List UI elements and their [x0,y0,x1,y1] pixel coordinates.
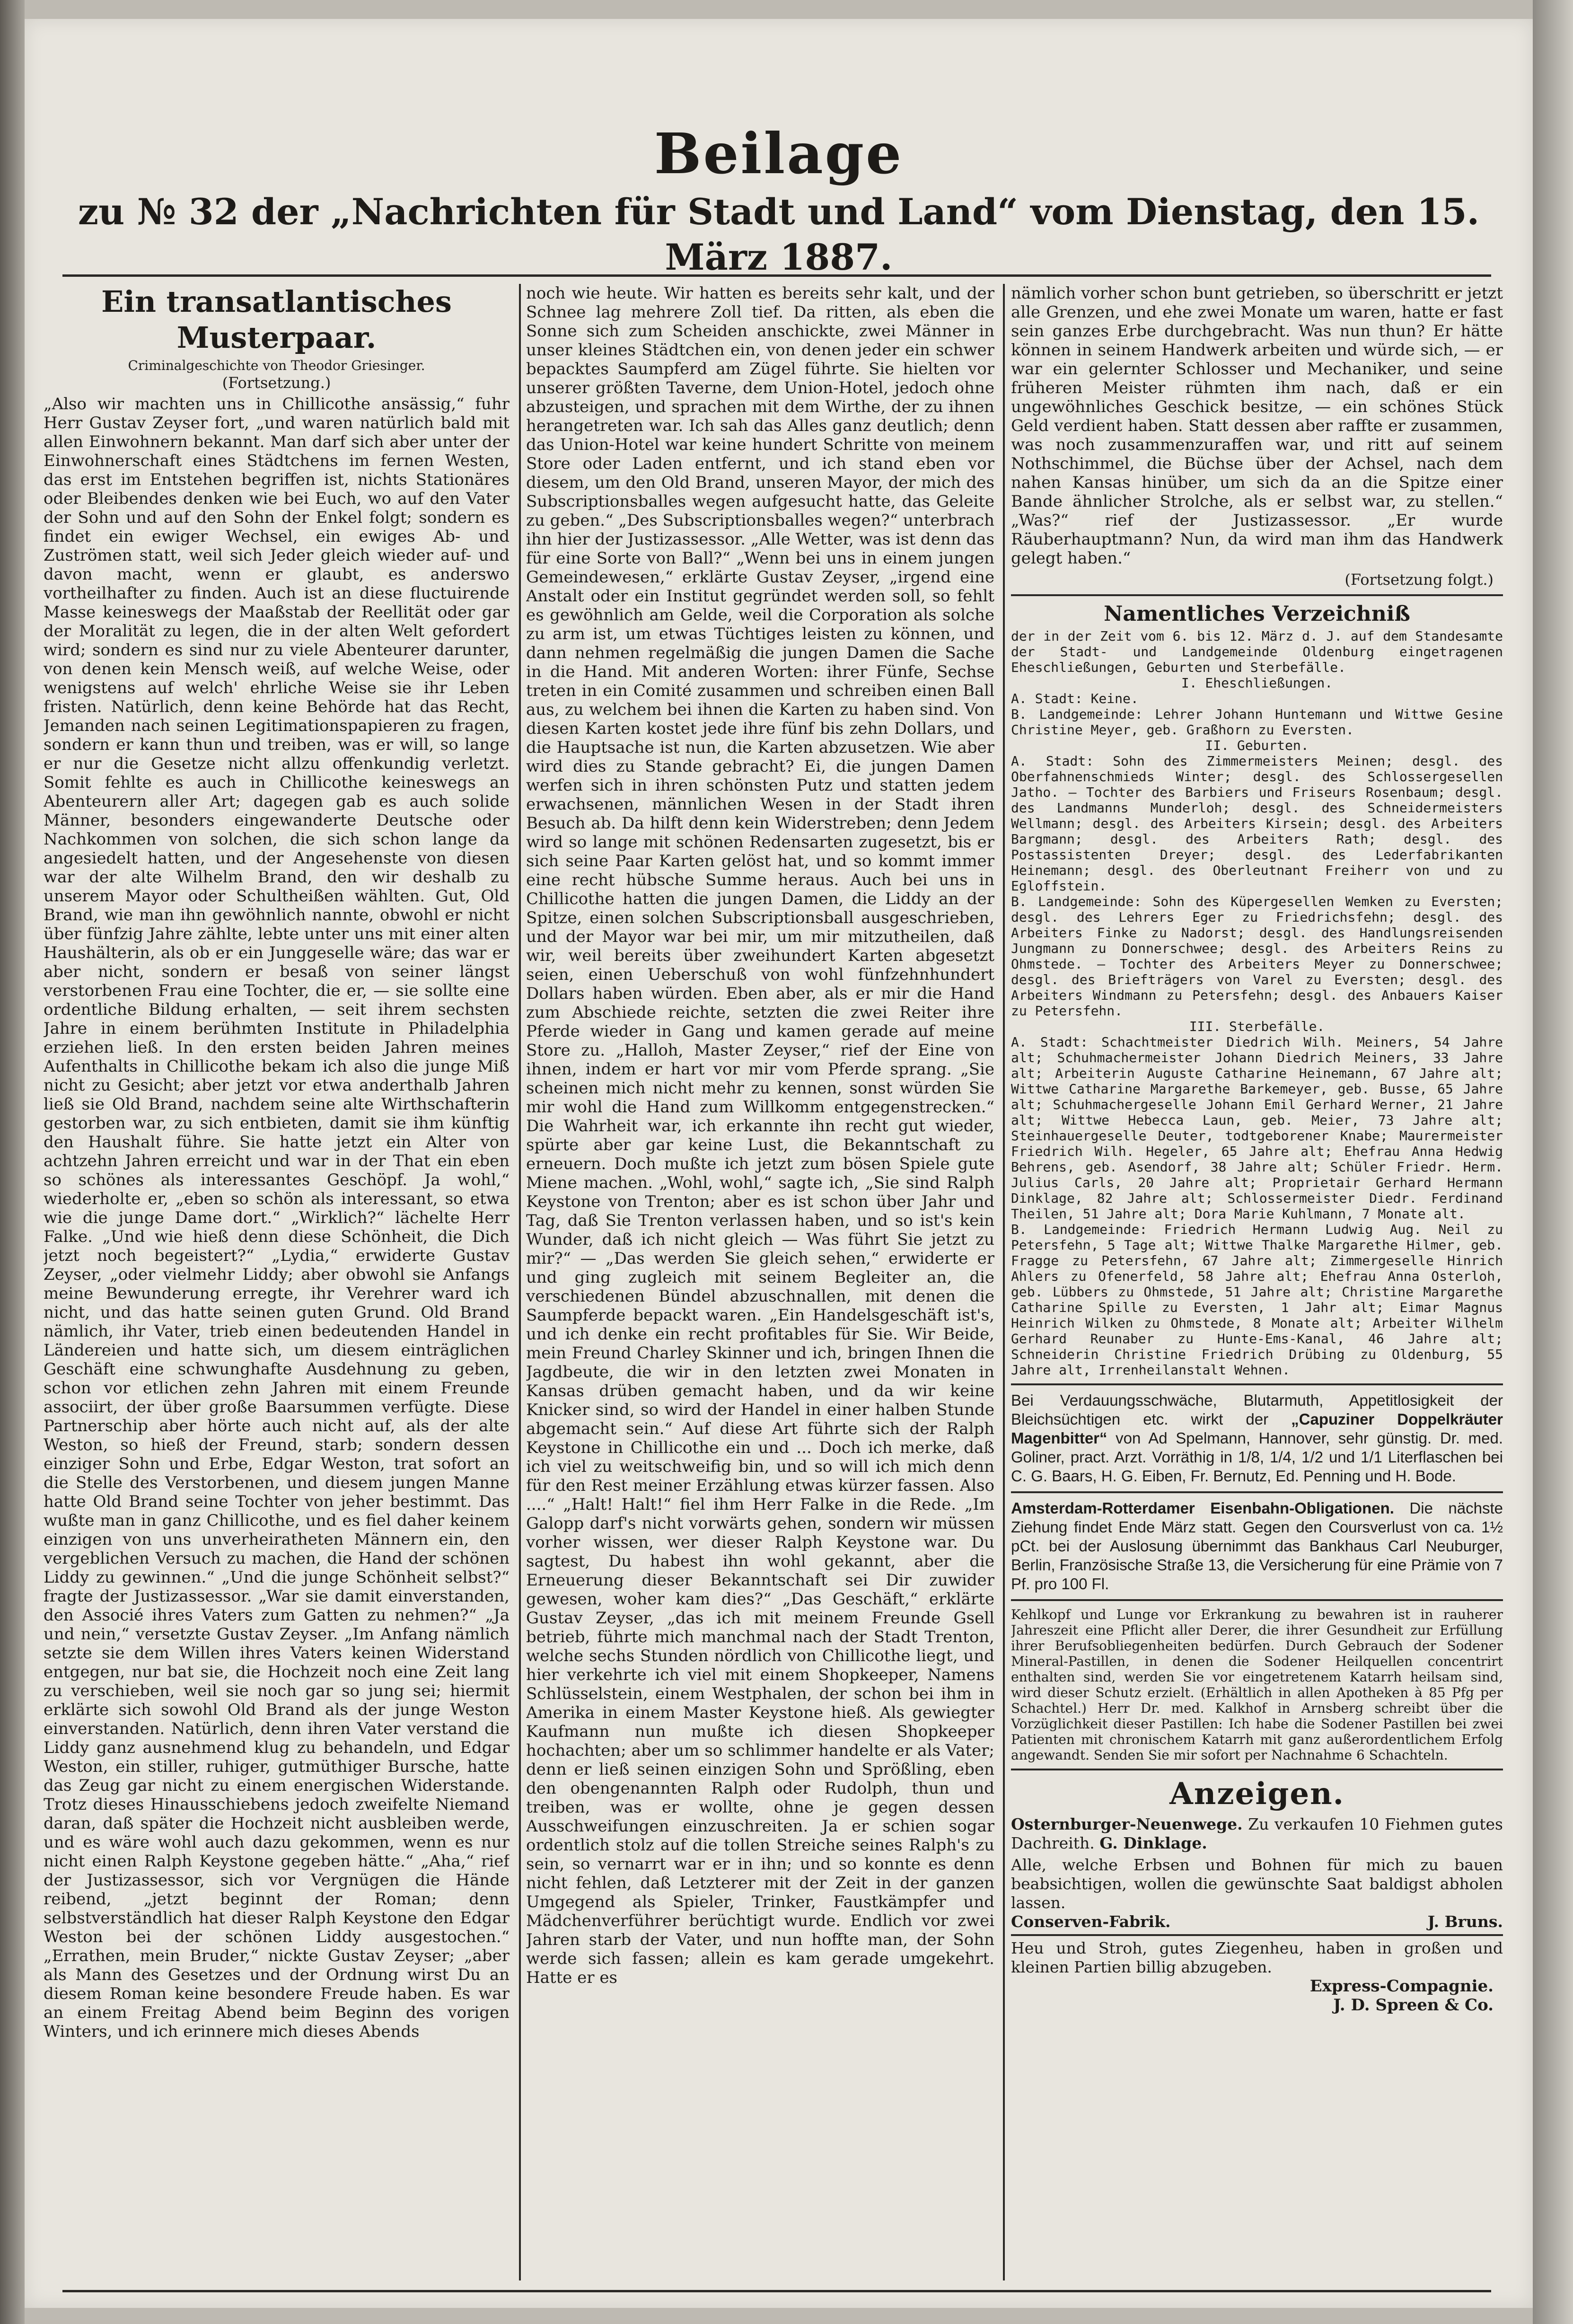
anzeigen-section [1011,1776,1503,2015]
ad-amsterdam-text: Die nächste Ziehung findet Ende März statt. Gegen den Coursverlust von ca. 1½ pCt. bei der Auslosung übernimmt das Bankhaus Carl Neuburger, Berlin, Französische Straße 13, die Versicherung für eine Prämie von 7 Pf. pro 100 Fl. [1011,1499,1503,1593]
continuation-note: (Fortsetzung folgt.) [1345,571,1494,589]
section-rule [1011,1599,1503,1601]
register-heading-marriages: I. Eheschließungen. [1181,675,1333,691]
story-continuation: (Fortsetzung.) [222,374,331,392]
column-1 [44,284,510,2271]
ad-capuziner-text: Bei Verdauungsschwäche, Blutarmuth, Appetitlosigkeit der Bleichsüchtigen etc. wirkt der [1011,1391,1503,1428]
anzeigen-title: Anzeigen. [1169,1776,1345,1812]
anzeige-2-signature: J. Bruns. [1427,1912,1503,1931]
ad-capuziner-product: „Capuziner Doppelkräuter Magenbitter“ [1011,1410,1503,1447]
story-byline: Criminalgeschichte von Theodor Griesinger. [128,358,425,373]
story-text-col2: noch wie heute. Wir hatten es bereits sehr kalt, und der Schnee lag mehrere Zoll tief. Da ritten, als eben die Sonne sich zum Scheiden anschickte, zwei Männer in unser kleines Städtchen ein, von denen jeder ein schwer bepacktes Saumpferd am Zügel führte. Sie hielten vor unserer größten Taverne, dem Union-Hotel, jedoch ohne abzusteigen, und sprachen mit dem Wirthe, der zu ihnen herangetreten war. Ich sah das Alles ganz deutlich; denn das Union-Hotel war keine hundert Schritte von meinem Store oder Laden entfernt, und ich stand eben vor diesem, um den Old Brand, unseren Mayor, der mich des Subscriptionsballes wegen aufgesucht hatte, das Geleite zu geben.“ „Des Subscriptionsballes wegen?“ unterbrach ihn hier der Justizassessor. „Alle Wetter, was ist denn das für eine Sorte von Ball?“ „Wenn bei uns in einem jungen Gemeindewesen,“ erklärte Gustav Zeyser, „irgend eine Anstalt oder ein Institut gegründet werden soll, so fehlt es gewöhnlich am Gelde, weil die Corporation als solche zu arm ist, um etwas Tüchtiges leisten zu können, und dann nehmen regelmäßig die jungen Damen die Sache in die Hand. Mit anderen Worten: ihrer Fünfe, Sechse treten in ein Comité zusammen und schreiben einen Ball aus, zu welchem bei ihnen die Karten zu haben sind. Von diesen Karten kostet jede ihre fünf bis zehn Dollars, und die Hauptsache ist nun, die Karten abzusetzen. Wie aber wird dies zu Stande gebracht? Ei, die jungen Damen werfen sich in ihren schönsten Putz und statten jedem erwachsenen, männlichen Wesen in der Stadt ihren Besuch ab. Da hilft denn kein Widerstreben; denn Jedem wird so lange mit schönen Redensarten zugesetzt, bis er sich seine Paar Karten gelöst hat, und so kommt immer eine recht hübsche Summe heraus. Auch bei uns in Chillicothe hatten die jungen Damen, die Liddy an der Spitze, einen solchen Subscriptionsball ausgeschrieben, und der Mayor war bei mir, um mir mitzutheilen, daß wir, weil bereits über zweihundert Karten abgesetzt seien, einen Ueberschuß von wohl fünfzehnhundert Dollars haben würden. Eben aber, als er mir die Hand zum Abschiede reichte, setzten die zwei Reiter ihre Pferde wieder in Gang und kamen gerade auf meine Store zu. „Halloh, Master Zeyser,“ rief der Eine von ihnen, indem er hart vor mir vom Pferde sprang. „Sie scheinen mich nicht mehr zu kennen, sonst würden Sie mir wohl die Hand zum Willkomm entgegenstrecken.“ Die Wahrheit war, ich erkannte ihn recht gut wieder, spürte aber gar keine Lust, die Bekanntschaft zu erneuern. Doch mußte ich jetzt zum bösen Spiele gute Miene machen. „Wohl, wohl,“ sagte ich, „Sie sind Ralph Keystone von Trenton; aber es ist schon über Jahr und Tag, daß Sie Trenton verlassen haben, und so ist's kein Wunder, daß ich nicht gleich — Was führt Sie jetzt zu mir?“ — „Das werden Sie gleich sehen,“ erwiderte er und ging zugleich mit seinem Begleiter an, die verschiedenen Bündel abzuschnallen, mit denen die Saumpferde bepackt waren. „Ein Handelsgeschäft ist's, und ich denke ein recht profitables für Sie. Wir Beide, mein Freund Charley Skinner und ich, bringen Ihnen die Jagdbeute, die wir in den letzten zwei Monaten in Kansas drüben gemacht haben, und da wir keine Knicker sind, so wird der Handel in einer halben Stunde abgemacht sein.“ Auf diese Art führte sich der Ralph Keystone in Chillicothe ein und ... Doch ich merke, daß ich viel zu weitschweifig bin, und so will ich mich denn für den Rest meiner Erzählung etwas kürzer fassen. Also ....“ „Halt! Halt!“ fiel ihm Herr Falke in die Rede. „Im Galopp darf's nicht vorwärts gehen, sondern wir müssen vorher wissen, wer dieser Ralph Keystone war. Du sagtest, Du habest ihn wohl gekannt, aber die Erneuerung dieser Bekanntschaft sei Dir zuwider gewesen, woher kam dies?“ „Das Geschäft,“ erklärte Gustav Zeyser, „das ich mit meinem Freunde Gsell betrieb, führte mich manchmal nach der Stadt Trenton, welche sechs Stunden nördlich von Chillicothe liegt, und hier verkehrte ich viel mit einem Shopkeeper, Namens Schlüsselstein, einem Westphalen, der schon bei ihm in Amerika in einem Master Keystone hieß. Als gewiegter Kaufmann nun mußte ich diesen Shopkeeper hochachten; aber um so schlimmer handelte er als Vater; denn er ließ seinen einzigen Sohn und Sprößling, eben den obengenannten Ralph oder Rudolph, thun und treiben, was er wollte, ohne je gegen dessen Ausschweifungen einzuschreiten. Ja er schien sogar ordentlich stolz auf die tollen Streiche seines Ralph's zu sein, so vernarrt war er in ihn; und so konnte es denn nicht fehlen, daß Letzterer mit der Zeit in der ganzen Umgegend als Spieler, Trinker, Faustkämpfer und Mädchenverführer berüchtigt wurde. Endlich vor zwei Jahren starb der Vater, und nun hoffte man, der Sohn werde sich fassen; allein es kam gerade umgekehrt. Hatte er es [526,284,994,1987]
anzeige-1-place: Osternburger-Neuenwege. [1011,1815,1243,1833]
register-title: Namentliches Verzeichniß [1104,602,1410,626]
ad-amsterdam-heading: Amsterdam-Rotterdamer Eisenbahn-Obligationen. [1011,1499,1394,1517]
anzeige-2-text: Alle, welche Erbsen und Bohnen für mich zu bauen beabsichtigen, wollen die gewünschte Saat baldigst abholen lassen. [1011,1856,1503,1912]
ad-amsterdam [1011,1499,1503,1593]
newspaper-page [25,19,1533,2308]
column-3 [1011,284,1503,2271]
anzeige-1-signature: G. Dinklage. [1099,1834,1207,1852]
ad-capuziner [1011,1391,1503,1486]
column-rule-2 [1003,284,1005,2280]
section-rule [1011,594,1503,596]
register-heading-deaths: III. Sterbefälle. [1189,1019,1325,1034]
footer-rule [62,2290,1491,2292]
anzeigen-rule [1011,1934,1503,1936]
column-rule-1 [519,284,521,2280]
anzeige-3-signature-1: Express-Compagnie. [1309,1977,1494,1996]
anzeige-3-signature-2: J. D. Spreen & Co. [1333,1996,1494,2015]
register-marriages: A. Stadt: Keine. B. Landgemeinde: Lehrer Johann Huntemann und Wittwe Gesine Christine Meyer, geb. Graßhorn zu Eversten. [1011,691,1503,738]
ad-kehlkopf-text: Kehlkopf und Lunge vor Erkrankung zu bewahren ist in rauherer Jahreszeit eine Pflicht aller Derer, die ihrer Gesundheit zur Erfüllung ihrer Berufsobliegenheiten bedürfen. Durch Gebrauch der Sodener Mineral-Pastillen, in denen die Sodener Heilquellen concentrirt enthalten sind, werden Sie vor eingetretenem Katarrh heilsam sind, wird dieser Schutz erzielt. (Erhältlich in allen Apotheken à 85 Pfg per Schachtel.) Herr Dr. med. Kalkhof in Arnsberg schreibt über die Vorzüglichkeit dieser Pastillen: Ich habe die Sodener Pastillen bei zwei Patienten mit chronischem Katarrh mit ganz außerordentlichem Erfolg angewandt. Senden Sie mir sofort per Nachnahme 6 Schachteln. [1011,1607,1503,1763]
masthead [25,123,1533,280]
book-spine [0,0,25,2324]
register-births: A. Stadt: Sohn des Zimmermeisters Meinen; desgl. des Oberfahnenschmieds Winter; desgl. des Schlossergesellen Jatho. — Tochter des Barbiers und Friseurs Rosenbaum; desgl. des Landmanns Munderloh; desgl. des Schneidermeisters Wellmann; desgl. des Arbeiters Kirsein; desgl. des Arbeiters Bargmann; desgl. des Arbeiters Rath; desgl. des Postassistenten Dreyer; desgl. des Lederfabrikanten Heinemann; desgl. des Oberleutnant Freiherr von und zu Egloffstein. B. Landgemeinde: Sohn des Küpergesellen Wemken zu Eversten; desgl. des Lehrers Eger zu Friedrichsfehn; desgl. des Arbeiters Finke zu Nadorst; desgl. des Handlungsreisenden Jungmann zu Donnerschwee; desgl. des Arbeiters Reins zu Ohmstede. — Tochter des Arbeiters Meyer zu Donnerschwee; desgl. des Briefträgers von Varel zu Eversten; desgl. des Arbeiters Windmann zu Petersfehn; desgl. des Anbauers Kaiser zu Petersfehn. [1011,753,1503,1019]
section-rule [1011,1769,1503,1770]
anzeige-2-left: Conserven-Fabrik. [1011,1912,1171,1931]
register-deaths: A. Stadt: Schachtmeister Diedrich Wilh. Meiners, 54 Jahre alt; Schuhmachermeister Johann Diedrich Meiners, 33 Jahre alt; Arbeiterin Auguste Catharine Heinemann, 67 Jahre alt; Wittwe Catharine Margarethe Barkemeyer, geb. Busse, 65 Jahre alt; Schuhmachergeselle Johann Emil Gerhard Werner, 21 Jahre alt; Wittwe Hebecca Laun, geb. Meier, 73 Jahre alt; Steinhauergeselle Deuter, todtgeborener Knabe; Maurermeister Friedrich Wilh. Hegeler, 65 Jahre alt; Ehefrau Anna Hedwig Behrens, geb. Asendorf, 38 Jahre alt; Schüler Friedr. Herm. Julius Carls, 20 Jahre alt; Proprietair Gerhard Hermann Dinklage, 82 Jahre alt; Schlossermeister Diedr. Ferdinand Theilen, 51 Jahre alt; Dora Marie Kuhlmann, 7 Monate alt. B. Landgemeinde: Friedrich Hermann Ludwig Aug. Neil zu Petersfehn, 5 Tage alt; Wittwe Thalke Margarethe Hilmer, geb. Fragge zu Petersfehn, 67 Jahre alt; Zimmergeselle Hinrich Ahlers zu Ofenerfeld, 58 Jahre alt; Ehefrau Anna Osterloh, geb. Lübbers zu Ohmstede, 51 Jahre alt; Christine Margarethe Catharine Spille zu Eversten, 1 Jahr alt; Eimar Magnus Heinrich Wilken zu Ohmstede, 8 Monate alt; Arbeiter Wilhelm Gerhard Reunaber zu Hunte-Ems-Kanal, 46 Jahre alt; Schneiderin Christine Friedrich Drübing zu Oldenburg, 55 Jahre alt, Irrenheilanstalt Wehnen. [1011,1034,1503,1378]
story-text-col3: nämlich vorher schon bunt getrieben, so überschritt er jetzt alle Grenzen, und ehe zwei Monate um waren, hatte er fast sein ganzes Erbe durchgebracht. Was nun thun? Er hätte können in seinem Handwerk arbeiten und würde sich, — er war ein gelernter Schlosser und Mechaniker, und seine früheren Meister rühmten ihm nach, daß er ein ungewöhnliches Geschick besitze, — ein schönes Stück Geld verdient haben. Statt dessen aber raffte er zusammen, was noch zusammenzuraffen war, und ritt auf seinem Nothschimmel, die Büchse über der Achsel, nach dem nahen Kansas hinüber, um sich da an die Spitze einer Bande ähnlicher Strolche, als er selbst war, zu stellen.“ „Was?“ rief der Justizassessor. „Er wurde Räuberhauptmann? Nun, da wird man ihm das Handwerk gelegt haben.“ [1011,284,1503,568]
anzeige-1-text: Zu verkaufen 10 Fiehmen gutes Dachreith. [1011,1815,1503,1852]
anzeige-3-text: Heu und Stroh, gutes Ziegenheu, haben in großen und kleinen Partien billig abzugeben. [1011,1939,1503,1976]
register-heading-births: II. Geburten. [1205,738,1309,753]
masthead-subtitle: zu № 32 der „Nachrichten für Stadt und Land“ vom Dienstag, den 15. März 1887. [78,191,1480,278]
story-text-col1: „Also wir machten uns in Chillicothe ansässig,“ fuhr Herr Gustav Zeyser fort, „und waren natürlich bald mit allen Einwohnern bekannt. Man darf sich aber unter der Einwohnerschaft eines Städtchens im fernen Westen, das erst im Entstehen begriffen ist, nichts Stationäres oder Bleibendes denken wie bei Euch, wo auf den Vater der Sohn und auf den Sohn der Enkel folgt; sondern es findet ein ewiger Wechsel, ein ewiges Ab- und Zuströmen statt, weil sich Jeder gleich wieder auf- und davon macht, wenn er glaubt, es anderswo vortheilhafter zu finden. Auch ist an diese fluctuirende Masse keineswegs der Maaßstab der Reellität oder gar der Moralität zu legen, die in der alten Welt gefordert wird; sondern es sind nur zu viele Abenteurer darunter, von denen kein Mensch weiß, auf welche Weise, oder wenigstens auf welch' ehrliche Weise sie ihr Leben fristen. Natürlich, denn keine Behörde hat das Recht, Jemanden nach seinen Legitimationspapieren zu fragen, sondern er kann thun und treiben, was er will, so lange er nur die Gesetze nicht allzu offenkundig verletzt. Somit fehlte es auch in Chillicothe keineswegs an Abenteurern aller Art; dagegen gab es auch solide Männer, besonders eingewanderte Deutsche oder Nachkommen von solchen, die sich schon lange da angesiedelt hatten, und der Angesehenste von diesen war der alte Wilhelm Brand, den wir deshalb zu unserem Mayor oder Schultheißen wählten. Gut, Old Brand, wie man ihn gewöhnlich nannte, obwohl er nicht über fünfzig Jahre zählte, lebte unter uns mit einer alten Haushälterin, als ob er ein Junggeselle wäre; das war er aber nicht, sondern er besaß von seiner längst verstorbenen Frau eine Tochter, die er, — sie sollte eine ordentliche Bildung erhalten, — seit ihrem sechsten Jahre in einem berühmten Institute in Philadelphia erziehen ließ. In den ersten beiden Jahren meines Aufenthalts in Chillicothe bekam ich also die junge Miß nicht zu Gesicht; aber jetzt vor etwa anderthalb Jahren ließ sie Old Brand, nachdem seine alte Wirthschafterin gestorben war, zu sich entbieten, damit sie ihm künftig den Haushalt führe. Sie hatte jetzt ein Alter von achtzehn Jahren erreicht und war in der That ein eben so schönes als interessantes Geschöpf. Ja wohl,“ wiederholte er, „eben so schön als interessant, so etwa wie die junge Dame dort.“ „Wirklich?“ lächelte Herr Falke. „Und wie hieß denn diese Schönheit, die Dich jetzt noch begeistert?“ „Lydia,“ erwiderte Gustav Zeyser, „oder vielmehr Liddy; aber obwohl sie Anfangs meine Bewunderung erregte, ihr Verehrer ward ich nicht, und das hatte seinen guten Grund. Old Brand nämlich, ihr Vater, trieb einen bedeutenden Handel in Ländereien und hatte sich, um diesem einträglichen Geschäft eine schwunghafte Ausdehnung zu geben, schon vor etlichen zehn Jahren mit einem Freunde associirt, der über große Baarsummen verfügte. Diese Partnerschip aber hörte auch nicht auf, als der alte Weston, so hieß der Freund, starb; sondern dessen einziger Sohn und Erbe, Edgar Weston, trat sofort an die Stelle des Verstorbenen, und diesem jungen Manne hatte Old Brand seine Tochter von jeher bestimmt. Das wußte man in ganz Chillicothe, und es fiel daher keinem einzigen von uns unverheiratheten Männern ein, den vergeblichen Versuch zu machen, die Hand der schönen Liddy zu gewinnen.“ „Und die junge Schönheit selbst?“ fragte der Justizassessor. „War sie damit einverstanden, den Associé ihres Vaters zum Gatten zu nehmen?“ „Ja und nein,“ versetzte Gustav Zeyser. „Im Anfang nämlich setzte sie dem Willen ihres Vaters keinen Widerstand entgegen, nur bat sie, die Hochzeit noch eine Zeit lang zu verschieben, weil sie noch gar so jung sei; hiermit erklärte sich sowohl Old Brand als der junge Weston einverstanden. Natürlich, denn ihren Vater verstand die Liddy ganz ausnehmend klug zu behandeln, und Edgar Weston, ein stiller, ruhiger, gutmüthiger Bursche, hatte das Zeug gar nicht zu einem energischen Widerstande. Trotz dieses Hinausschiebens jedoch zweifelte Niemand daran, daß später die Hochzeit nicht ausbleiben werde, und es wäre wohl auch dazu gekommen, wenn es nur nicht einen Ralph Keystone gegeben hätte.“ „Aha,“ rief der Justizassessor, sich vor Vergnügen die Hände reibend, „jetzt beginnt der Roman; denn selbstverständlich hat dieser Ralph Keystone den Edgar Weston bei der schönen Liddy ausgestochen.“ „Errathen, mein Bruder,“ nickte Gustav Zeyser; „aber als Mann des Gesetzes und der Ordnung wirst Du an diesem Roman keine besondere Freude haben. Es war an einem Freitag Abend beim Beginn des vorigen Winters, und ich erinnere mich dieses Abends [44,395,510,2041]
ad-kehlkopf [1011,1607,1503,1763]
section-rule [1011,1491,1503,1493]
masthead-title: Beilage [654,121,904,186]
header-rule [62,274,1491,277]
ad-capuziner-text2: von Ad Spelmann, Hannover, sehr günstig. Dr. med. Goliner, pract. Arzt. Vorräthig in 1/8, 1/4, 1/2 und 1/1 Literflaschen bei C. G. Baars, H. G. Eiben, Fr. Bernutz, Ed. Penning und H. Bode. [1011,1429,1503,1485]
story-title: Ein transatlantisches Musterpaar. [101,284,452,355]
column-2 [526,284,994,2271]
register-intro: der in der Zeit vom 6. bis 12. März d. J. auf dem Standesamte der Stadt- und Landgemeinde Oldenburg eingetragenen Eheschließungen, Geburten und Sterbefälle. [1011,628,1503,675]
page-edge [1533,0,1573,2324]
section-rule [1011,1383,1503,1385]
civil-register [1011,602,1503,1378]
